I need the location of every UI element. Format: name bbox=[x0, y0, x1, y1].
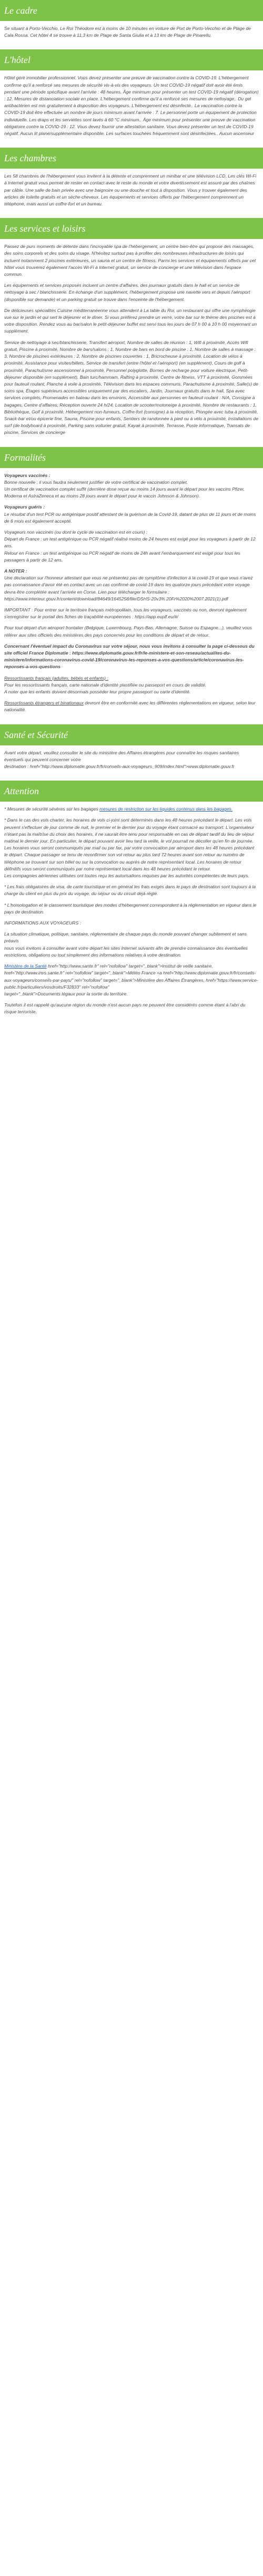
section-body-hotel bbox=[0, 70, 263, 148]
paragraph: * Dans le cas des vols charter, les horaires de vols ci-joint sont déterminés dans les 48 heures précédant le départ. Les vols peuvent s'effectuer de jour comme de nuit, le premier et le dernier jour du voyage étant consacré au transport. L'organisateur n'étant pas la maîtrise du choix des horaires, il ne saurait être tenu pour responsable en cas de départ tardif du lieu de séjour matinal le dernier jour. En particulier, le départ pouvant avoir lieu tard la veille, le vol pourrait ne décoller qu'en fin de journée. Les horaires vous seront communiqués par mail ou par fax, par votre convocation par aéroport dans les 48 heures précédant le départ. Chaque passager se tenu de reconfirmer son vol retour au plus tard 72 heures avant son retour au numéro de téléphone se trouvant sur son billet ou sur la convocation ou auprès de notre représentant local. Les horaires de retour définitifs vous seront communiqués par notre représentant local dans les 48 heures précédant le retour. Les compagnies aériennes utilisées ont toutes reçu les autorisations requises par les autorités compétentes de leurs pays. bbox=[4, 817, 255, 879]
section-body-chambres bbox=[0, 169, 263, 218]
label-voyageurs-vaccines: Voyageurs vaccinés : bbox=[4, 472, 50, 478]
paragraph-coronavirus: Concernant l'éventuel impact du Coronavirus sur votre séjour, nous vous invitons à consulter la page ci-dessous du site officiel France Diplomatie : https://www.diplomatie.gouv.fr/fr/le-ministere-et-son-reseau/actualites-du-ministere/informations-coronavirus-covid-19/coronavirus-les-reponses-a-vos-questions/article/coronavirus-les-reponses-a-vos-questions bbox=[4, 643, 256, 670]
paragraph-text: devront être en conformité avec les différentes réglementations en vigueur, selon leur nationalité. bbox=[4, 700, 257, 713]
paragraph: La situation climatique, politique, sanitaire, réglementaire de chaque pays du monde pouvant changer subitement et sans préavis nous vous invitons à consulter avant votre départ les sites Internet suivants afin de prendre connaissance des éventuelles restrictions, obligations ou tout simplement des informations relatives à votre destination. bbox=[4, 931, 248, 958]
paragraph-text: * Mesures de sécurité sévères sur les bagages bbox=[4, 806, 100, 812]
section-header-formalites: Formalités bbox=[0, 447, 263, 468]
paragraph: Bonne nouvelle : il vous faudra seulement justifier de votre certificat de vaccination complet. Un certificat de vaccination complet suffit (dernière dose reçue au moins 14 jours avant le départ pour les vaccins Pfizer, Moderna et AstraZeneca et au moins 28 jours avant le départ pour le vaccin Johnson & Johnson). bbox=[4, 479, 245, 499]
paragraph: Pour les ressortissants français, carte nationale d'identité plastifiée ou passeport en cours de validité. A noter que les enfants doivent désormais posséder leur propre passeport ou carte d'identité. bbox=[4, 682, 207, 695]
section-body-cadre bbox=[0, 21, 263, 49]
paragraph: Les équipements et services proposés incluent un centre d'affaires, des journaux gratuits dans le hall et un service de nettoyage à sec / blanchisserie. En échange d'un supplément, l'hébergement propose une navette vers et depuis l'aéroport (disponible sur demande) et un parking gratuit se trouve dans l'enceinte de l'hébergement. bbox=[4, 283, 251, 302]
section-body-services bbox=[0, 239, 263, 446]
label-ressortissants-etrangers: Ressortissants étrangers et binationaux bbox=[4, 700, 84, 706]
paragraph: Toutefois il est rappelé qu'aucune région du monde n'est aucun pays ne peuvent être considérés comme étant à l'abri du risque terroriste. bbox=[4, 1002, 247, 1015]
paragraph: * L'homologation et le classement touristique des modes d'hébergement correspondent à la réglementation en vigueur dans le pays de destination. bbox=[4, 902, 258, 915]
link-restrictions-liquides[interactable]: mesures de restriction sur les liquides contenus dans les bagages. bbox=[99, 806, 233, 812]
label-a-noter: A NOTER : bbox=[4, 568, 27, 574]
section-header-hotel: L'hôtel bbox=[0, 49, 263, 70]
paragraph: Avant votre départ, veuillez consulter le site du ministère des Affaires étrangères pour connaître les risques sanitaires éventuels qui peuvent concerner votre destination : href="http://www.diplomatie.gouv.fr/fr/conseils-aux-voyageurs_909/index.html">www.diplomatie.gouv.fr bbox=[4, 750, 239, 770]
paragraph: Le résultat d'un test PCR ou antigénique positif attestant de la guérison de la Covid-19, datant de plus de 11 jours et de moins de 6 mois est également accepté. bbox=[4, 511, 257, 524]
paragraph: Service de nettoyage à sec/blanchisserie, Transfert aéroport, Nombre de salles de réunion : 1, Wifi à proximité, Accès Wifi gratuit, Piscine à proximité, Nombre de bars/salons : 1, Nombre de bars en bord de piscine : 1, Nombre de salles à massage : 3, Nombre de piscines extérieures : 2, Nombre de piscines couvertes : 1, Bricrocheuse à proximité, Location de vélos à proximité, Assistance pour visites/billets, Service de transfert (entre l'hôtel et l'aéroport) (en supplément), Cours de golf à proximité, Parachutisme ascensionnel à proximité, Personnel polyglotte, Bornes de recharge pour voiture électrique, Petit-déjeuner disponible (en supplément), Bain turc/hammam, Rafting à proximité, Centre de fitness, VTT à proximité, Gommées pour fauteuil roulant, Planche à voile à proximité, Télévision dans les espaces communs, Parachutisme à proximité, Salle(s) de soins spa, Étages supérieurs accessibles uniquement par des escaliers, Jardin, Journaux gratuits dans le hall, Spa avec services complets, Promenades en bateau dans les environs, Accessible aux personnes en fauteuil roulant : N/A, Consigne à bagages, Centre d'affaires, Réception ouverte 24 h/24, Location de scooter/motoneige à proximité, Nombre de restaurants : 1, Bibliothèque, Golf à proximité, Hébergement non-fumeurs, Coffre-fort (consigne) à la réception, Plongée avec tuba à proximité, Snack-bar et/ou épicerie fine, Sauna, Piscine pour enfants, Sentiers de randonnée à pied ou à vélo à proximité, Installations de surf (de bodyboard à proximité, Parking sans voiturier gratuit, Kayak à proximité, Terrasse, Poste informatique, Transats de piscine, Services de concierge bbox=[4, 339, 260, 435]
paragraph-text: href="http://www.sante.fr" rel="nofollow" target="_blank">Institut de veille sanitaire, href="http://www.invs.sante.fr" rel="nofollow" target="_blank">Météo France <a href="http://www.diplomatie.gouv.fr/fr/conseils-aux-voyageurs/conseils-par-pays/" rel="nofollow" target="_blank">Ministère des Affaires Étrangères, href="https://www.service-public.fr/particuliers/vosdroits/F32833" rel="nofollow" target="_blank">Documents légaux pour la sortie du territoire. bbox=[4, 963, 258, 996]
paragraph: Se situant à Porto-Vecchio, Le Roi Théodore est à moins de 10 minutes en voiture de Port de Porto-Vecchio et de Plage de Cala Rossa. Cet hôtel 4 se trouve à 11,3 km de Plage de Santa Giulia et à 13 km de Plage de Pinarellu. bbox=[4, 26, 252, 38]
section-header-services: Les services et loisirs bbox=[0, 218, 263, 239]
section-body-attention bbox=[0, 802, 263, 1026]
section-body-formalites bbox=[0, 468, 263, 724]
section-body-sante bbox=[0, 745, 263, 781]
section-header-attention: Attention bbox=[0, 781, 263, 802]
link-ministere-sante[interactable]: Ministère de la Santé bbox=[4, 963, 47, 969]
paragraph: Passez de purs moments de détente dans l'incroyable spa de l'hébergement, un centre bien-être qui propose des massages, des soins corporels et des soins du visage. N'hésitez surtout pas à profiter des nombreuses infrastructures de loisirs qui incluent notamment 2 piscines extérieures, un sauna et un centre de fitness. Parmi les services et équipements offerts par cet hôtel vous trouverez également l'accès Wi-Fi à Internet gratuit, un service de concierge et une télévision dans l'espace commun. bbox=[4, 244, 257, 277]
paragraph: De délicieuses spécialités Cuisine méditerranéenne vous attendent à La table du Roi, un restaurant qui offre une nymphéogie vue sur le jardin et qui sert le déjeuner et le dîner. Si vous préférez prendre un verre, votre bar sur le thème des piscines est à votre disposition. Rendez vous au bar/salon le petit-déjeuner buffet est servi tous les jours de 07 h 00 à 10 h 00 moyennant un supplément. bbox=[4, 307, 258, 334]
section-header-cadre: Le cadre bbox=[0, 0, 263, 21]
label-voyageurs-gueris: Voyageurs guéris : bbox=[4, 504, 45, 510]
paragraph: Voyageurs non vaccinés (ou dont le cycle de vaccination est en cours) : Départ de France : un test antigénique ou PCR négatif réalisé moins de 24 heures est exigé pour les voyageurs à partir de 12 ans. Retour en France : un test antigénique ou PCR négatif de moins de 24h avant l'embarquement est exigé pour tous les passagers à partir de 12 ans. bbox=[4, 529, 256, 563]
paragraph: Une déclaration sur l'honneur attestant que vous ne présentez pas de symptôme d'infection à la covid-19 et que vous n'avez pas connaissance d'avoir été en contact avec un cas confirmé de covid-19 dans les quatorze jours précédant votre voyage devra être complétée avant l'arrivée en Corse. Lien pour télécharger le formulaire : https://www.interieur.gouv.fr/content/download/84649/1645258/file/DSHS-20v3% 20Fr%2020%2007.2021(1).pdf bbox=[4, 575, 253, 601]
paragraph: * Les frais obligatoires de visa, de carte touristique et en général les frais exigés dans le pays de destination sont toujours à la charge du client en plus du prix du voyage, du séjour ou du circuit déjà réglé. bbox=[4, 884, 257, 897]
section-header-chambres: Les chambres bbox=[0, 148, 263, 169]
paragraph: IMPORTANT : Pour entrer sur le territoire français métropolitain, tous les voyageurs, vaccinés ou non, devront également s'enregistrer sur le portail des fiches de traçabilité européennes : https://app.euplf.eu/#/ bbox=[4, 607, 248, 620]
page bbox=[0, 0, 263, 1026]
paragraph: Les 58 chambres de l'hébergement vous invitent à la détente et comprennent un minibar et une télévision LCD. Les clés Wi-Fi à Internet gratuit vous permet de rester en contact avec le reste du monde et votre divertissement est assuré par des chaînes par câble. Une salle de bain privée avec une baignoire ou une douche et tout à disposition. Vous y trouver également des articles de toilette gratuits et un sèche-cheveux. Les équipements et services offerts par l'hébergement comprennent un téléphone, mais aussi un coffre-fort et un bureau. bbox=[4, 173, 258, 207]
section-header-sante: Santé et Sécurité bbox=[0, 724, 263, 745]
paragraph: INFORMATIONS AUX VOYAGEURS : bbox=[4, 920, 82, 926]
paragraph: Hôtel géré immobilier professionnel. Vous devez présenter une preuve de vaccination contre la COVID-19. L'hébergement confirme qu'il a renforcé ses mesures de sécurité vis-à-vis des voyageurs. Un test COVID-19 négatif doit avoir été émis pendant une période spécifique avant l'arrivée : 48 heures. Âge minimum pour présenter un test COVID-19 négatif (dérogation) : 12. Mesures de distanciation sociale en place. L'hébergement confirme qu'il a renforcé ses mesures de nettoyage.. Du gel antibactérien est mis gratuitement à disposition des voyageurs. L'hébergement est désinfecté.. La vaccination contre la COVID-19 doit être effectuée un nombre de jours minimum avant l'arrivée : 7. Le personnel porte un équipement de protection individuelle. Les draps et les serviettes sont lavés à 60 °C minimum.. Âge minimum pour présenter une preuve de vaccination obligatoire contre la COVID-19 : 12. Vous devez fournir une attestation sanitaire. Vous devez présenter un test de COVID-19 négatif. Aucun lit plané/supplémentaire disponible. Les surfaces touchées fréquemment sont désinfectées.. Aucun ascenseur bbox=[4, 75, 260, 137]
label-ressortissants-francais: Ressortissants français (adultes, bébés et enfants) : bbox=[4, 675, 108, 681]
paragraph: Pour tout départ d'un aéroport frontalier (Belgique, Luxembourg, Pays-Bas, Allemagne, Suisse ou Espagne...), veuillez vous référer aux sites officiels des ministères des pays concernés pour les conditions de départ et de retour. bbox=[4, 625, 254, 638]
